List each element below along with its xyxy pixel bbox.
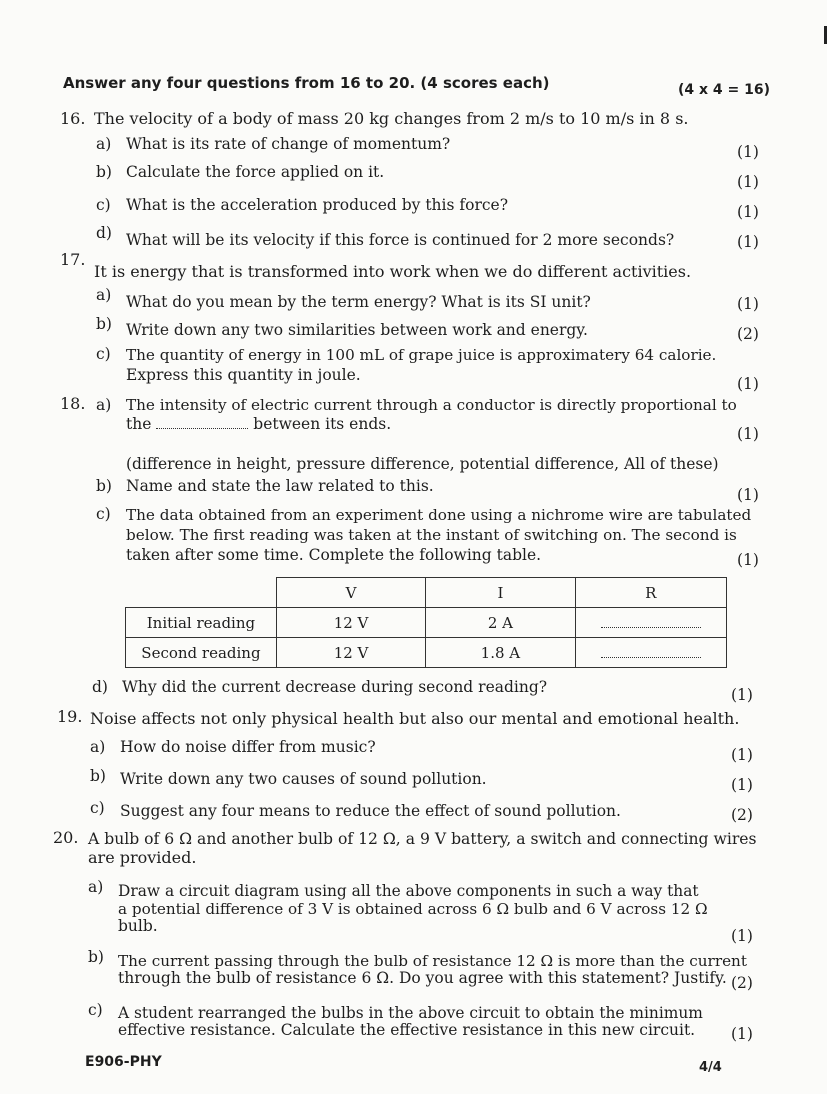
q16c-label: c) bbox=[96, 196, 111, 214]
row-voltage: 12 V bbox=[276, 608, 425, 638]
q17b-label: b) bbox=[96, 315, 112, 333]
q20c-line1: A student rearranged the bulbs in the above circuit to obtain the minimum bbox=[118, 1004, 703, 1022]
q16c-text: What is the acceleration produced by this force? bbox=[126, 196, 509, 214]
q18c-line2: below. The first reading was taken at the instant of switching on. The second is bbox=[126, 526, 737, 544]
q16d-label: d) bbox=[96, 224, 112, 242]
row-current: 1.8 A bbox=[426, 638, 575, 668]
q16d-text: What will be its velocity if this force is continued for 2 more seconds? bbox=[126, 231, 675, 249]
q20a-mark: (1) bbox=[731, 927, 753, 945]
page-number: 4/4 bbox=[699, 1060, 722, 1075]
q18d-text: Why did the current decrease during second reading? bbox=[122, 678, 548, 696]
q18b-label: b) bbox=[96, 477, 112, 495]
q20c-mark: (1) bbox=[731, 1025, 753, 1043]
q19a-text: How do noise differ from music? bbox=[120, 738, 376, 756]
q19c-mark: (2) bbox=[731, 806, 753, 824]
q16b-text: Calculate the force applied on it. bbox=[126, 163, 385, 181]
q19b-label: b) bbox=[90, 767, 106, 785]
q18c-line1: The data obtained from an experiment done using a nichrome wire are tabulated bbox=[126, 506, 752, 524]
q19b-text: Write down any two causes of sound pollution. bbox=[120, 770, 487, 788]
q19a-label: a) bbox=[90, 738, 106, 756]
q20a-line1: Draw a circuit diagram using all the above components in such a way that bbox=[118, 882, 699, 900]
q20-line1: A bulb of 6 Ω and another bulb of 12 Ω, a 9 V battery, a switch and connecting wires bbox=[88, 830, 757, 848]
row-resistance-blank[interactable] bbox=[575, 608, 726, 638]
q17b-mark: (2) bbox=[737, 325, 759, 343]
row-voltage: 12 V bbox=[276, 638, 425, 668]
q20a-label: a) bbox=[88, 878, 104, 896]
q18c-mark: (1) bbox=[737, 551, 759, 569]
q16a-label: a) bbox=[96, 135, 112, 153]
data-table bbox=[125, 577, 727, 668]
q18a-line1: The intensity of electric current through a conductor is directly proportional to bbox=[126, 396, 737, 414]
q16-text: The velocity of a body of mass 20 kg changes from 2 m/s to 10 m/s in 8 s. bbox=[94, 109, 689, 128]
q20b-label: b) bbox=[88, 948, 104, 966]
q18c-label: c) bbox=[96, 505, 111, 523]
q20b-line1: The current passing through the bulb of resistance 12 Ω is more than the current bbox=[118, 952, 747, 970]
row-label: Initial reading bbox=[126, 608, 277, 638]
q19a-mark: (1) bbox=[731, 746, 753, 764]
q16-number: 16. bbox=[60, 109, 86, 128]
table-header-row bbox=[126, 578, 727, 608]
q17c-line2: Express this quantity in joule. bbox=[126, 366, 361, 384]
q20c-line2: effective resistance. Calculate the effective resistance in this new circuit. bbox=[118, 1021, 696, 1039]
q19c-text: Suggest any four means to reduce the effect of sound pollution. bbox=[120, 802, 621, 820]
q17b-text: Write down any two similarities between work and energy. bbox=[126, 321, 588, 339]
q18d-mark: (1) bbox=[731, 686, 753, 704]
table-row bbox=[126, 608, 727, 638]
q19b-mark: (1) bbox=[731, 776, 753, 794]
q17c-line1: The quantity of energy in 100 mL of grape juice is approximatery 64 calorie. bbox=[126, 346, 717, 364]
q19-number: 19. bbox=[57, 707, 83, 726]
q19c-label: c) bbox=[90, 799, 105, 817]
q18c-line3: taken after some time. Complete the following table. bbox=[126, 546, 542, 564]
q16a-text: What is its rate of change of momentum? bbox=[126, 135, 451, 153]
q18d-label: d) bbox=[92, 678, 108, 696]
q16b-label: b) bbox=[96, 163, 112, 181]
q18a-line2 bbox=[126, 415, 391, 433]
q17a-text: What do you mean by the term energy? What is its SI unit? bbox=[126, 293, 591, 311]
q20b-line2: through the bulb of resistance 6 Ω. Do you agree with this statement? Justify. bbox=[118, 969, 727, 987]
q16d-mark: (1) bbox=[737, 233, 759, 251]
table-header-empty bbox=[126, 578, 277, 608]
q18a-mark: (1) bbox=[737, 425, 759, 443]
q18a-label: a) bbox=[96, 396, 112, 414]
q20-number: 20. bbox=[53, 828, 79, 847]
q18a-the: the bbox=[126, 415, 152, 433]
section-marks: (4 x 4 = 16) bbox=[678, 82, 771, 98]
q18a-options: (difference in height, pressure difference, potential difference, All of these) bbox=[126, 455, 719, 473]
q16b-mark: (1) bbox=[737, 173, 759, 191]
table-header-i: I bbox=[426, 578, 575, 608]
q18b-text: Name and state the law related to this. bbox=[126, 477, 434, 495]
q16a-mark: (1) bbox=[737, 143, 759, 161]
q17c-mark: (1) bbox=[737, 375, 759, 393]
q18b-mark: (1) bbox=[737, 486, 759, 504]
q20c-label: c) bbox=[88, 1001, 103, 1019]
q17a-mark: (1) bbox=[737, 295, 759, 313]
table-header-v: V bbox=[276, 578, 425, 608]
q19-text: Noise affects not only physical health but also our mental and emotional health. bbox=[90, 709, 740, 728]
row-resistance-blank[interactable] bbox=[575, 638, 726, 668]
q20-line2: are provided. bbox=[88, 848, 197, 867]
q18-number: 18. bbox=[60, 394, 86, 413]
q17a-label: a) bbox=[96, 286, 112, 304]
q20a-line3: bulb. bbox=[118, 917, 158, 935]
q20a-line2: a potential difference of 3 V is obtained across 6 Ω bulb and 6 V across 12 Ω bbox=[118, 900, 708, 918]
table-header-r: R bbox=[575, 578, 726, 608]
row-current: 2 A bbox=[426, 608, 575, 638]
section-instruction: Answer any four questions from 16 to 20. (4 scores each) bbox=[63, 74, 550, 92]
q20b-mark: (2) bbox=[731, 974, 753, 992]
q17-number: 17. bbox=[60, 250, 86, 269]
row-label: Second reading bbox=[126, 638, 277, 668]
paper-code: E906-PHY bbox=[85, 1054, 162, 1070]
q18a-blank bbox=[156, 416, 248, 429]
table-row bbox=[126, 638, 727, 668]
q16c-mark: (1) bbox=[737, 203, 759, 221]
q18a-between: between its ends. bbox=[253, 415, 392, 433]
q17-text: It is energy that is transformed into work when we do different activities. bbox=[94, 262, 692, 281]
q17c-label: c) bbox=[96, 345, 111, 363]
